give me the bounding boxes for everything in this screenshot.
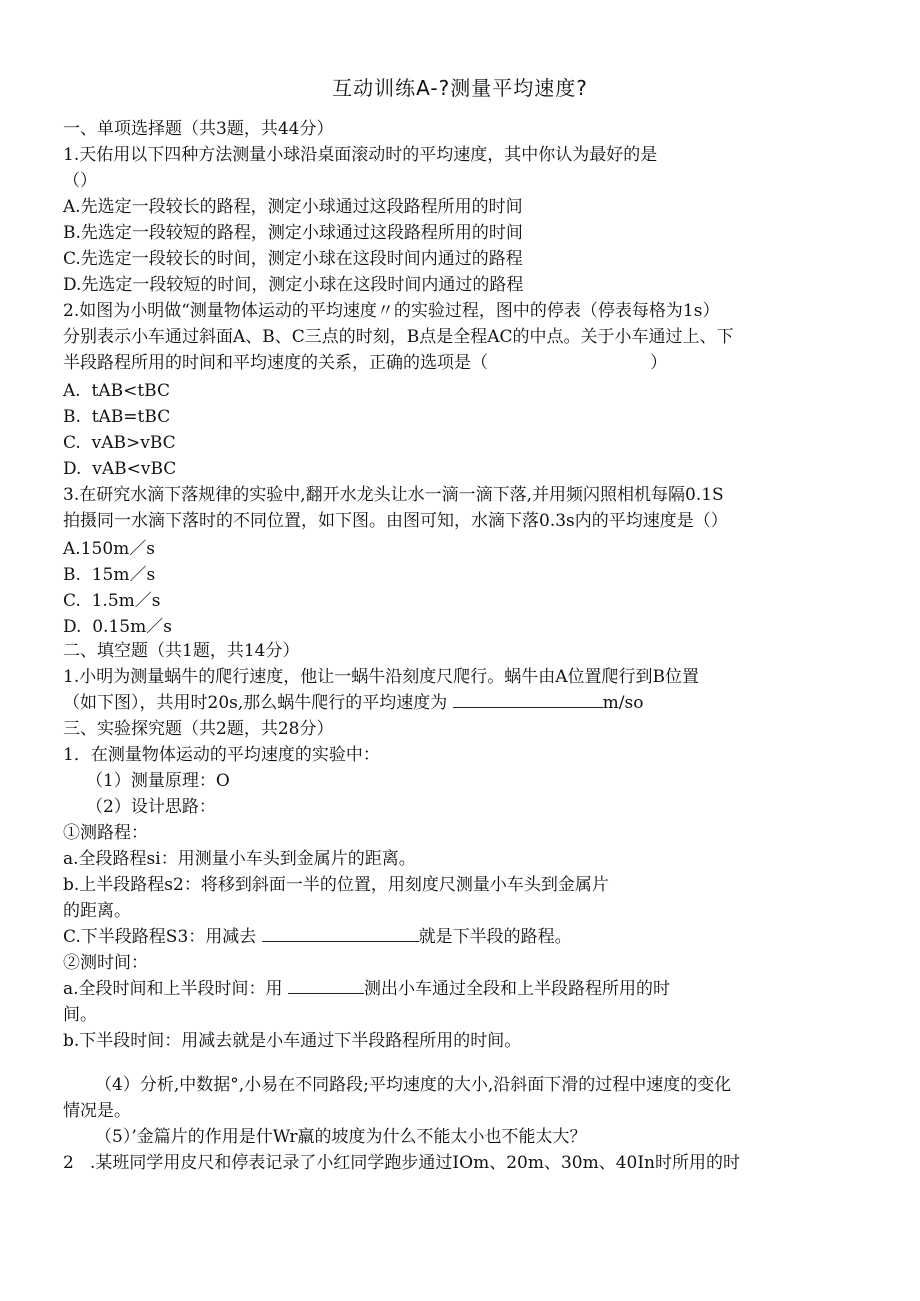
time-step-b: b.下半段时间：用减去就是小车通过下半段路程所用的时间。 bbox=[63, 1031, 522, 1051]
question-3-text: 3.在研究水滴下落规律的实验中,翻开水龙头让水一滴一滴下落,并用频闪照相机每隔0.1S bbox=[63, 485, 724, 505]
question-3-text: 拍摄同一水滴下落时的不同位置，如下图。由图可知，水滴下落0.3s内的平均速度是（） bbox=[63, 511, 728, 531]
question-1-blank: （） bbox=[63, 171, 97, 191]
option-c: C.先选定一段较长的时间，测定小球在这段时间内通过的路程 bbox=[63, 249, 523, 269]
fill-question-text: 1.小明为测量蜗牛的爬行速度，他让一蜗牛沿刻度尺爬行。蜗牛由A位置爬行到B位置 bbox=[63, 667, 699, 687]
option-b: B.先选定一段较短的路程，测定小球通过这段路程所用的时间 bbox=[63, 223, 523, 243]
distance-step-a: a.全段路程si：用测量小车头到金属片的距离。 bbox=[63, 849, 416, 869]
measure-distance-heading: ①测路程： bbox=[63, 823, 148, 843]
question-1-text: 1.天佑用以下四种方法测量小球沿桌面滚动时的平均速度，其中你认为最好的是 bbox=[63, 145, 658, 165]
option-a: A.先选定一段较长的路程，测定小球通过这段路程所用的时间 bbox=[63, 197, 523, 217]
question-2-text: 半段路程所用的时间和平均速度的关系，正确的选项是（ ） bbox=[63, 353, 668, 373]
option-c: C. vAB>vBC bbox=[63, 433, 176, 453]
section-2-heading: 二、填空题（共1题，共14分） bbox=[63, 641, 300, 661]
option-d: D.先选定一段较短的时间，测定小球在这段时间内通过的路程 bbox=[63, 275, 524, 295]
measure-time-heading: ②测时间： bbox=[63, 953, 148, 973]
section-1-heading: 一、单项选择题（共3题，共44分） bbox=[63, 119, 334, 139]
question-2-text: 分别表示小车通过斜面A、B、C三点的时刻，B点是全程AC的中点。关于小车通过上、下 bbox=[63, 327, 734, 347]
experiment-design: （2）设计思路： bbox=[86, 797, 216, 817]
distance-step-b: b.上半段路程s2：将移到斜面一半的位置，用刻度尺测量小车头到金属片 bbox=[63, 875, 609, 895]
time-step-a: a.全段时间和上半段时间：用 测出小车通过全段和上半段路程所用的时 bbox=[63, 979, 670, 999]
experiment-principle: （1）测量原理：O bbox=[86, 771, 230, 791]
option-a: A. tAB<tBC bbox=[63, 381, 170, 401]
question-2-text: 2.如图为小明做“测量物体运动的平均速度〃的实验过程，图中的停表（停表每格为1s） bbox=[63, 301, 720, 321]
option-c: C. 1.5m／s bbox=[63, 591, 161, 611]
distance-step-b-cont: 的距离。 bbox=[63, 901, 131, 921]
distance-step-c: C.下半段路程S3：用减去 就是下半段的路程。 bbox=[63, 927, 572, 947]
page-title: 互动训练A-?测量平均速度? bbox=[332, 76, 588, 100]
option-d: D. 0.15m／s bbox=[63, 617, 172, 637]
option-b: B. 15m／s bbox=[63, 565, 156, 585]
experiment-1-text: 1．在测量物体运动的平均速度的实验中： bbox=[63, 745, 380, 765]
answer-blank[interactable] bbox=[288, 978, 364, 994]
question-5-text: （5）’金篇片的作用是什Wr羸的坡度为什么不能太小也不能太大？ bbox=[95, 1127, 587, 1147]
option-a: A.150m／s bbox=[63, 539, 155, 559]
option-d: D. vAB<vBC bbox=[63, 459, 177, 479]
answer-blank[interactable] bbox=[262, 926, 419, 942]
experiment-2-text: 2 .某班同学用皮尺和停表记录了小红同学跑步通过IOm、20m、30m、40In时所用的时 bbox=[63, 1153, 741, 1173]
analysis-text-cont: 情况是。 bbox=[63, 1101, 131, 1121]
fill-question-text: （如下图），共用时20s,那么蜗牛爬行的平均速度为 m/so bbox=[63, 693, 644, 713]
section-3-heading: 三、实验探究题（共2题，共28分） bbox=[63, 719, 334, 739]
analysis-text: （4）分析,中数据°,小易在不同路段;平均速度的大小,沿斜面下滑的过程中速度的变化 bbox=[95, 1075, 732, 1095]
time-step-a-cont: 间。 bbox=[63, 1005, 97, 1025]
answer-blank[interactable] bbox=[453, 692, 603, 708]
option-b: B. tAB=tBC bbox=[63, 407, 171, 427]
